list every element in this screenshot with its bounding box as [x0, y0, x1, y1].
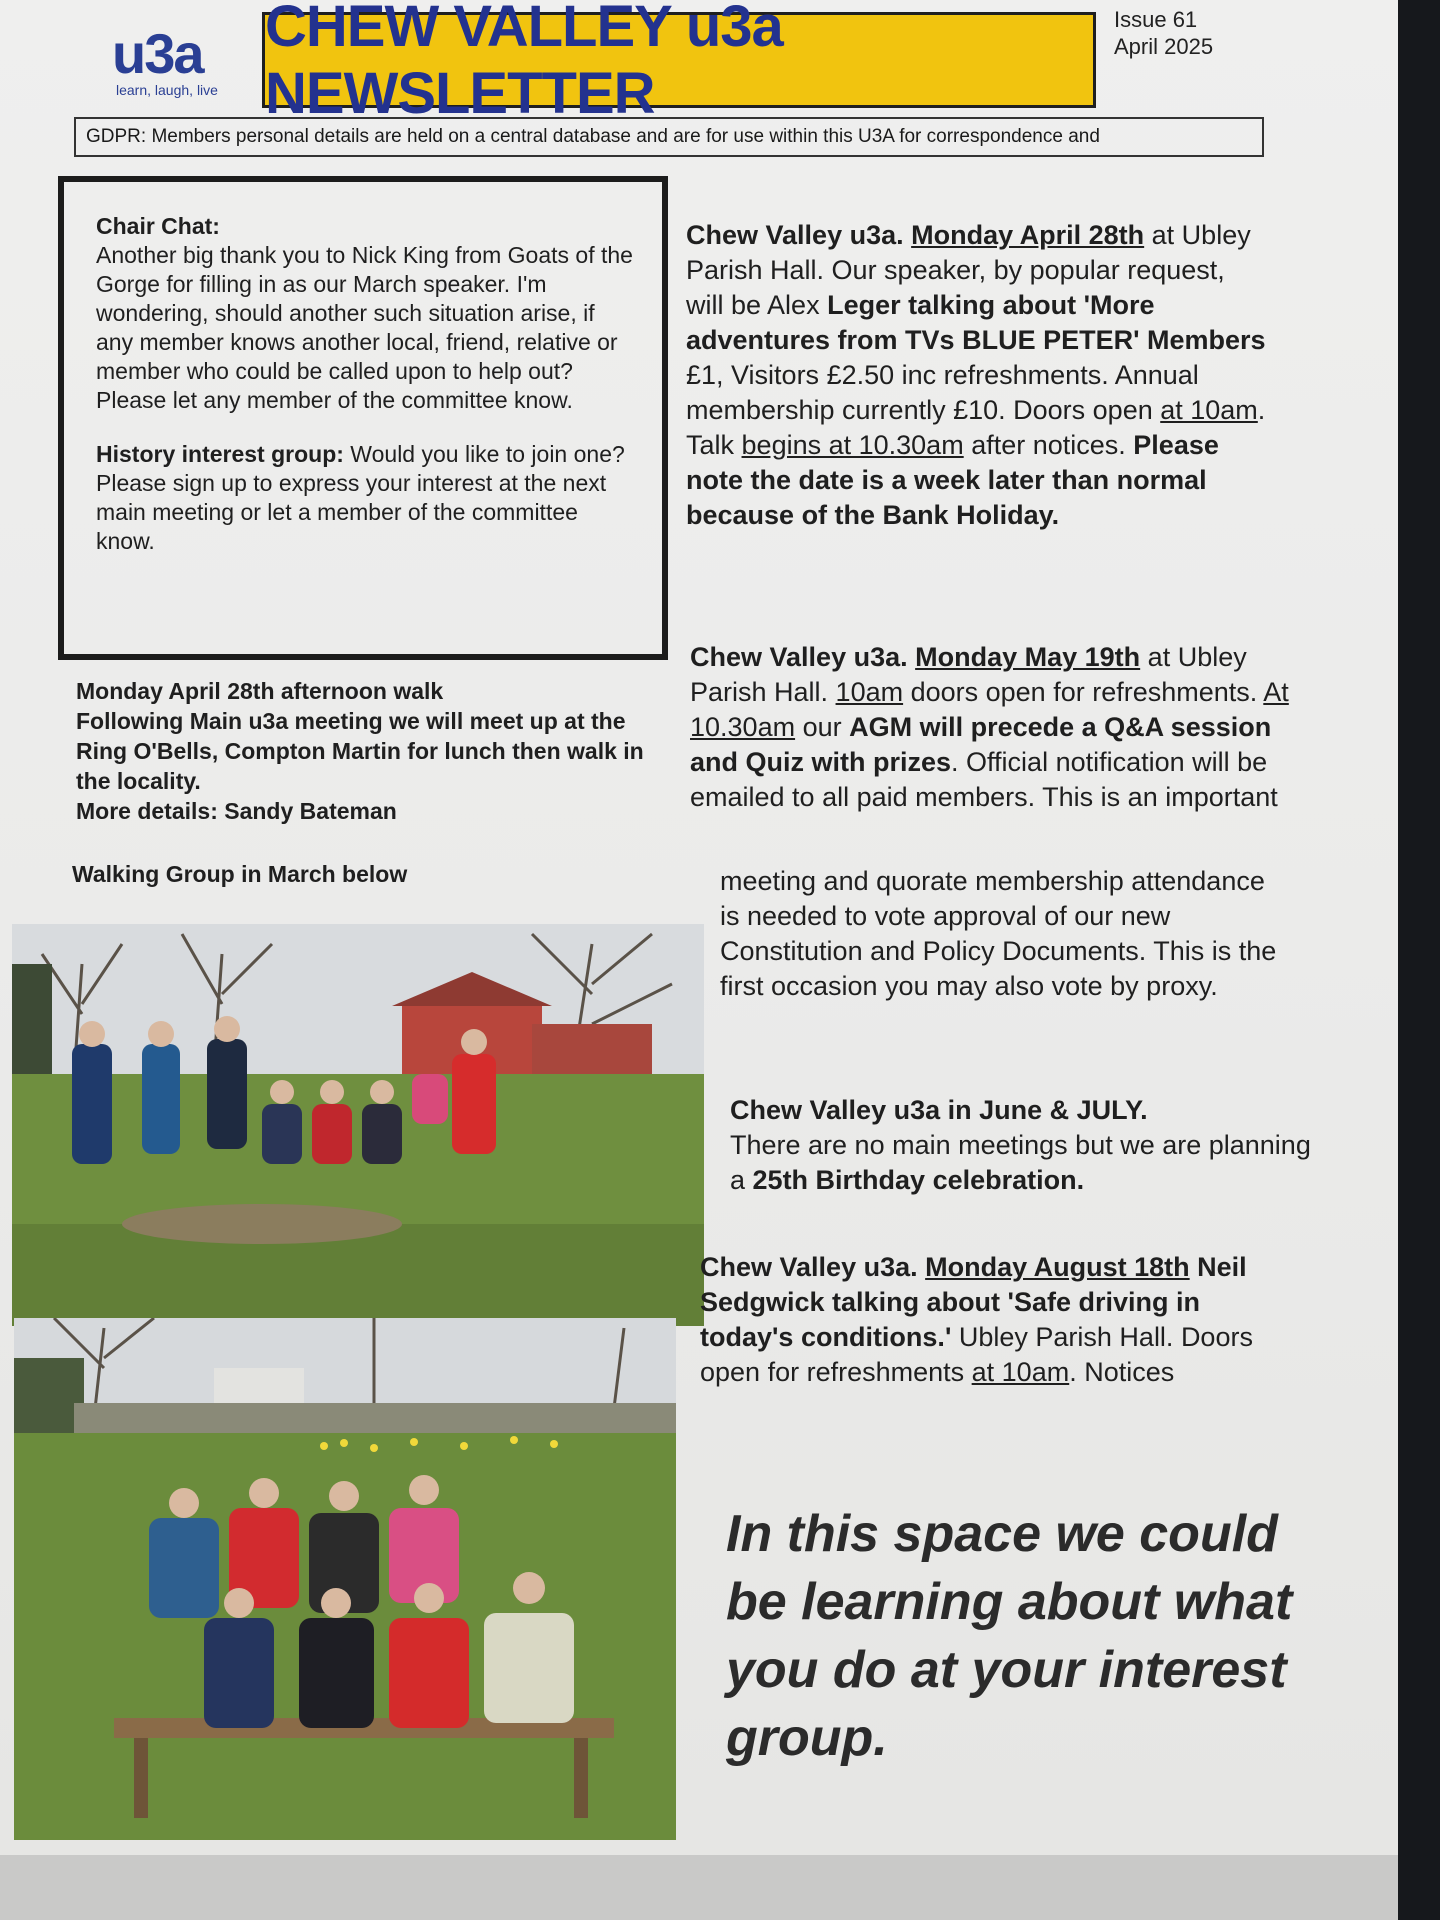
- april-prices: £1, Visitors £2.50 inc refreshments. Annual membership currently £10. Doors open: [686, 360, 1199, 425]
- may-quorate-text: meeting and quorate membership attendance is needed to vote approval of our new Constitution and Policy Documents. This is the first occasion you may also vote by proxy.: [720, 866, 1277, 1001]
- masthead: [262, 0, 1096, 126]
- may-our: our: [795, 712, 850, 742]
- u3a-logo: [112, 22, 260, 102]
- june-heading: Chew Valley u3a in June & JULY.: [730, 1095, 1148, 1125]
- april-talk-label: . Talk: [686, 395, 1266, 460]
- april-venue: at Ubley Parish Hall. Our speaker, by popular request, will be Alex: [686, 220, 1251, 320]
- logo-tagline: learn, laugh, live: [116, 82, 218, 98]
- april-org: Chew Valley u3a.: [686, 220, 912, 250]
- chair-chat-heading: Chair Chat:: [96, 213, 220, 239]
- history-heading: History interest group:: [96, 441, 344, 467]
- newsletter-title: CHEW VALLEY u3a NEWSLETTER: [265, 0, 783, 126]
- may-meeting-notice-cont: [720, 864, 1280, 1004]
- august-doors-time: at 10am: [971, 1357, 1070, 1387]
- may-doors-time: 10am: [835, 677, 904, 707]
- walk-contact: More details: Sandy Bateman: [76, 798, 397, 824]
- august-meeting-text: [700, 1250, 1280, 1390]
- may-refreshments: doors open for refreshments.: [903, 677, 1264, 707]
- chair-chat-paragraph: [96, 212, 634, 415]
- walk-title: Monday April 28th afternoon walk: [76, 678, 444, 704]
- history-paragraph: [96, 440, 634, 556]
- may-date: Monday May 19th: [915, 642, 1141, 672]
- screen-bezel: [1398, 0, 1440, 1920]
- may-notification: . Official notification will be emailed to all paid members. This is an important: [690, 747, 1278, 812]
- walking-group-photo-1: [12, 924, 704, 1326]
- walk-details: Following Main u3a meeting we will meet up at the Ring O'Bells, Compton Martin for lunch then walk in the locality.: [76, 708, 644, 794]
- may-agm: AGM will precede a Q&A session and Quiz with prizes: [690, 712, 1272, 777]
- afternoon-walk-notice: [76, 676, 656, 826]
- august-venue: Ubley Parish Hall. Doors open for refreshments: [700, 1322, 1253, 1387]
- walking-group-photo-2: [14, 1318, 676, 1840]
- april-date-note: Please note the date is a week later than normal because of the Bank Holiday.: [686, 430, 1219, 530]
- june-celebration: 25th Birthday celebration.: [752, 1165, 1085, 1195]
- august-notices: . Notices: [1069, 1357, 1175, 1387]
- logo-mark: u3a: [112, 22, 203, 85]
- august-speaker-topic: Neil Sedgwick talking about 'Safe driving in today's conditions.': [700, 1252, 1247, 1352]
- may-meeting-text: [690, 640, 1290, 815]
- april-speaker-topic: Leger talking about 'More adventures from TVs BLUE PETER' Members: [686, 290, 1266, 355]
- august-org: Chew Valley u3a.: [700, 1252, 926, 1282]
- gdpr-notice: GDPR: Members personal details are held on a central database and are for use within this U3A for correspondence and: [74, 117, 1264, 157]
- june-july-text: [730, 1093, 1330, 1198]
- chair-chat-text: Another big thank you to Nick King from Goats of the Gorge for filling in as our March speaker. I'm wondering, should another such situation arise, if any member knows another local, friend, relative or member who could be called upon to help out? Please let any member of the committee know.: [96, 242, 633, 413]
- may-venue: at Ubley Parish Hall.: [690, 642, 1247, 707]
- walking-group-caption: Walking Group in March below: [72, 861, 408, 887]
- april-after-notices: after notices.: [963, 430, 1134, 460]
- issue-date: April 2025: [1114, 34, 1214, 59]
- april-date: Monday April 28th: [911, 220, 1145, 250]
- april-meeting-text: [686, 218, 1266, 533]
- august-meeting-notice: [700, 1250, 1280, 1390]
- may-agm-time: At 10.30am: [690, 677, 1289, 742]
- april-talk-time: begins at 10.30am: [741, 430, 964, 460]
- june-july-notice: [730, 1093, 1330, 1198]
- april-doors-time: at 10am: [1160, 395, 1258, 425]
- may-org: Chew Valley u3a.: [690, 642, 916, 672]
- history-text: Would you like to join one? Please sign up to express your interest at the next main meeting or let a member of the committee know.: [96, 441, 625, 554]
- chair-chat-box: [58, 176, 668, 660]
- issue-info: [1114, 6, 1213, 60]
- august-date: Monday August 18th: [925, 1252, 1190, 1282]
- issue-number: Issue 61: [1114, 7, 1198, 32]
- may-meeting-notice: [690, 640, 1290, 815]
- june-body: There are no main meetings but we are planning a: [730, 1130, 1311, 1195]
- april-meeting-notice: [686, 218, 1266, 533]
- interest-group-promo: In this space we could be learning about what you do at your interest group.: [726, 1505, 1293, 1767]
- page-bottom-edge: [0, 1855, 1398, 1920]
